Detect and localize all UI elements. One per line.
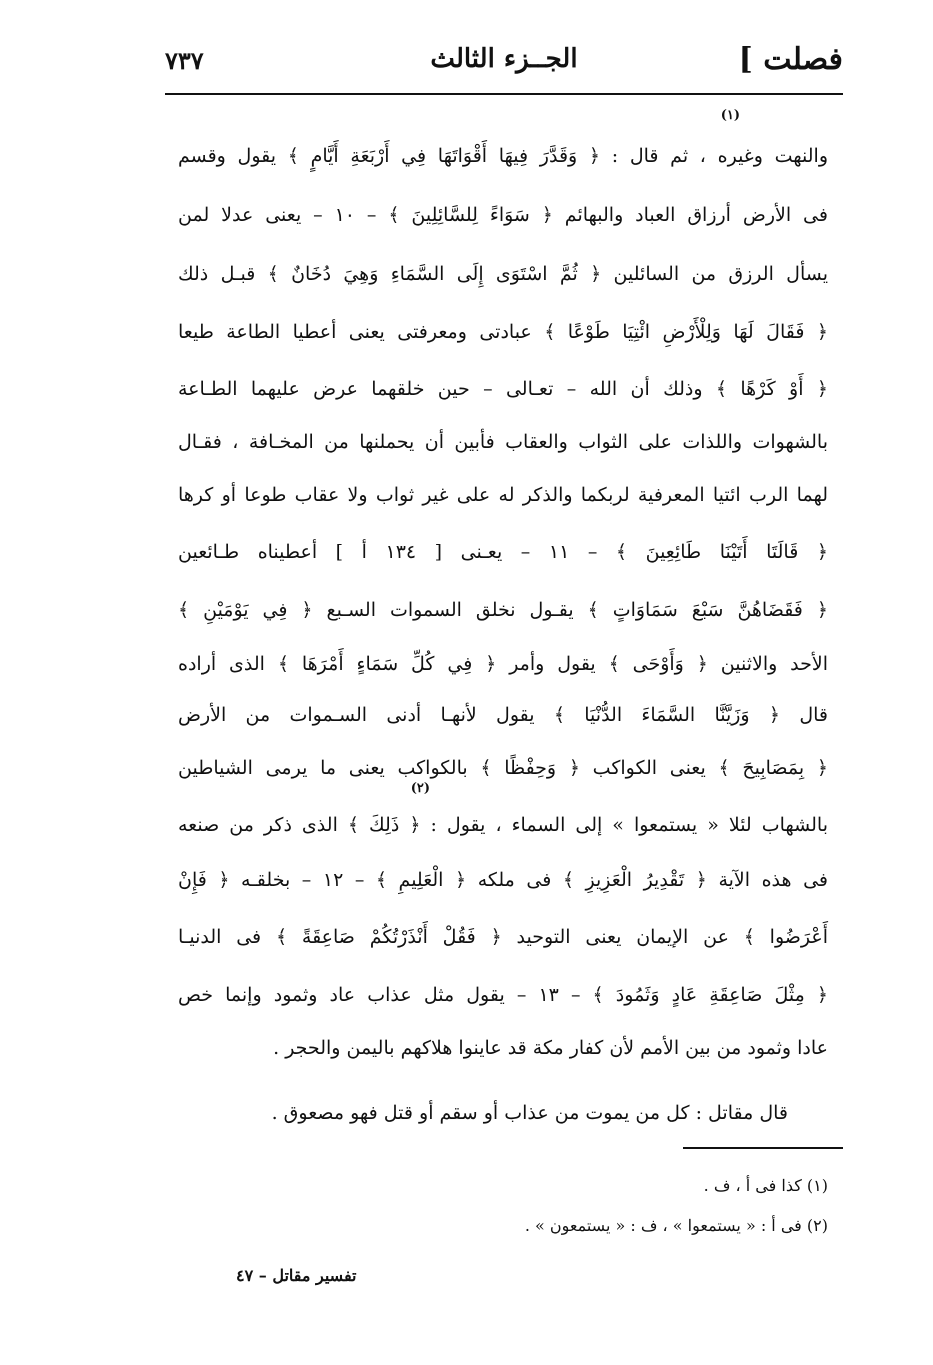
- footnote-rule: [683, 1147, 843, 1149]
- text-line: أَعْرَضُوا ﴾ عن الإيمان يعنى التوحيد ﴿ فَقُلْ أَنْذَرْتُكُمْ صَاعِقَةً ﴾ فى الدنيـا: [178, 926, 828, 948]
- text-line: ﴿ فَقَالَ لَهَا وَلِلْأَرْضِ ائْتِيَا طَوْعًا ﴾ عبادتى ومعرفتى يعنى أعطيا الطاعة طيعا: [178, 321, 828, 343]
- text-line: ﴿ فَقَضَاهُنَّ سَبْعَ سَمَاوَاتٍ ﴾ يقـول نخلق السموات السـبع ﴿ فِي يَوْمَيْنِ ﴾: [178, 599, 828, 621]
- header-rule: [165, 93, 843, 95]
- text-line: فى الأرض أرزاق العباد والبهائم ﴿ سَوَاءً لِلسَّائِلِينَ ﴾ – ١٠ – يعنى عدلا لمن: [178, 204, 828, 226]
- text-line: فى هذه الآية ﴿ تَقْدِيرُ الْعَزِيزِ ﴾ فى ملكه ﴿ الْعَلِيمِ ﴾ – ١٢ – بخلقـه ﴿ فَإِنْ: [178, 869, 828, 891]
- text-line: الأحد والاثنين ﴿ وَأَوْحَى ﴾ يقول وأمر ﴿ فِي كُلِّ سَمَاءٍ أَمْرَهَا ﴾ الذى أراده: [178, 653, 828, 675]
- footnotes: [400, 1166, 828, 1246]
- text-line: قال ﴿ وَزَيَّنَّا السَّمَاءَ الدُّنْيَا ﴾ يقول لأنهـا أدنى السـموات من الأرض: [178, 704, 828, 726]
- surah-title: فصلت ]: [738, 42, 843, 77]
- text-line: ﴿ قَالَتَا أَتَيْنَا طَائِعِينَ ﴾ – ١١ – يعـنى [ ١٣٤ أ ] أعطيناه طـائعين: [178, 541, 829, 563]
- footnote-1: (١) كذا فى أ ، ف .: [703, 1176, 828, 1195]
- juz-title: الجــزء الثالث: [430, 44, 578, 74]
- text-line: ﴿ أَوْ كَرْهًا ﴾ وذلك أن الله – تعـالى – حين خلقهما عرض عليهما الطـاعة: [178, 378, 828, 400]
- footnote-2: (٢) فى أ : « يستمعوا » ، ف : « يستمعون » .: [524, 1216, 828, 1235]
- text-line: قال مقاتل : كل من يموت من عذاب أو سقم أو قتل فهو مصعوق .: [271, 1102, 788, 1124]
- page-header: [165, 38, 843, 88]
- footnote-marker-2: (٢): [410, 781, 430, 796]
- page-number: ٧٣٧: [165, 46, 204, 75]
- text-line: ﴿ مِثْلَ صَاعِقَةِ عَادٍ وَثَمُودَ ﴾ – ١٣ – يقول مثل عذاب عاد وثمود وإنما خص: [178, 984, 828, 1006]
- footnote-marker-1: (١): [720, 108, 740, 123]
- text-line: يسأل الرزق من السائلين ﴿ ثُمَّ اسْتَوَى إِلَى السَّمَاءِ وَهِيَ دُخَانٌ ﴾ قبـل ذلك: [178, 263, 828, 285]
- text-line: لهما الرب ائتيا المعرفية لربكما والذكر له على غير ثواب ولا عقاب طوعا أو كرها: [178, 484, 828, 506]
- text-line: عادا وثمود من بين الأمم لأن كفار مكة قد عاينوا هلاكهم باليمن والحجر .: [273, 1037, 828, 1059]
- text-line: ﴿ بِمَصَابِيحَ ﴾ يعنى الكواكب ﴿ وَحِفْظًا ﴾ بالكواكب يعنى ما يرمى الشياطين: [178, 757, 828, 779]
- signature-mark: تفسير مقاتل – ٤٧: [236, 1266, 357, 1285]
- text-line: والنهت وغيره ، ثم قال : ﴿ وَقَدَّرَ فِيهَا أَقْوَاتَهَا فِي أَرْبَعَةِ أَيَّامٍ ﴾ يقول وقسم: [178, 145, 828, 167]
- text-line: بالشهوات واللذات على الثواب والعقاب فأبين أن يحملنها من المخـافة ، فقـال: [178, 431, 828, 453]
- text-line: بالشهاب لئلا « يستمعوا » إلى السماء ، يقول : ﴿ ذَلِكَ ﴾ الذى ذكر من صنعه: [178, 814, 828, 836]
